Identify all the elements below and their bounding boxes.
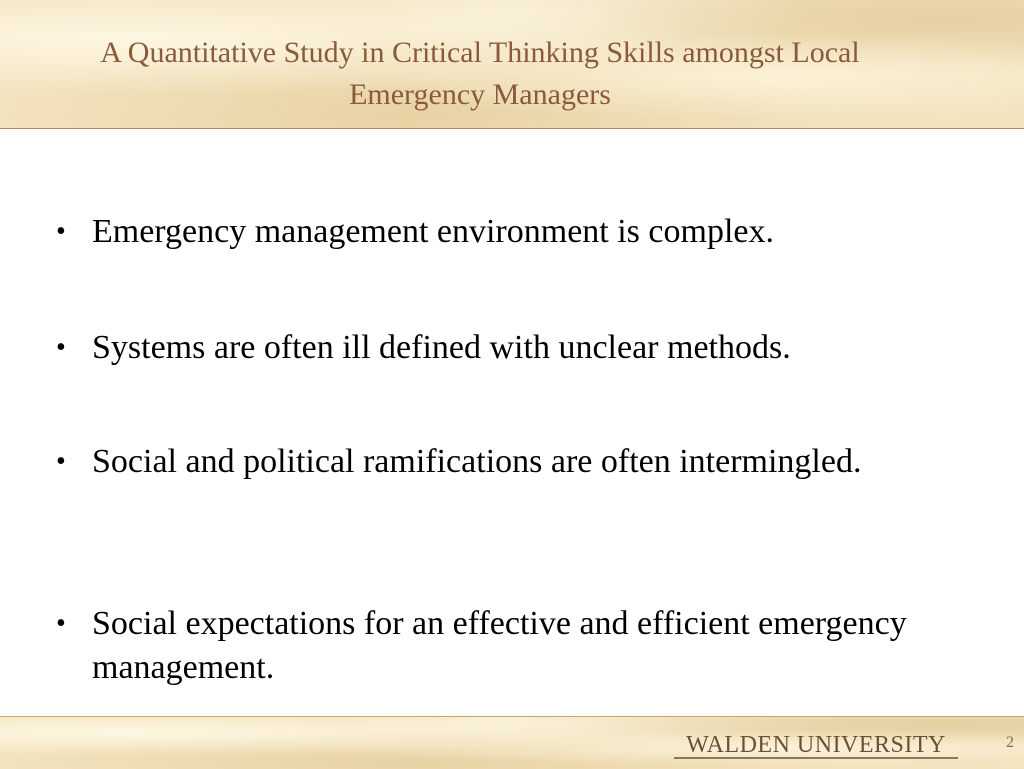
bullet-item: [56, 210, 774, 254]
title-banner: [0, 0, 1024, 129]
bullet-text: Social expectations for an effective and efficient emergency management.: [92, 605, 907, 686]
bullet-item: [56, 440, 861, 484]
bullet-item: [56, 602, 956, 690]
slide-title: A Quantitative Study in Critical Thinking Skills amongst Local Emergency Managers: [100, 36, 860, 111]
bullet-icon: •: [56, 446, 66, 477]
walden-university-logo: [668, 726, 964, 762]
bullet-icon: •: [56, 608, 66, 639]
bullet-item: [56, 326, 791, 370]
bullet-text: Social and political ramifications are often intermingled.: [92, 443, 862, 480]
bullet-text: Emergency management environment is complex.: [92, 213, 774, 250]
bullet-icon: •: [56, 332, 66, 363]
page-number: 2: [1006, 734, 1014, 751]
bullet-text: Systems are often ill defined with unclear methods.: [92, 329, 791, 366]
logo-text: WALDEN UNIVERSITY: [686, 732, 946, 758]
bullet-icon: •: [56, 216, 66, 247]
